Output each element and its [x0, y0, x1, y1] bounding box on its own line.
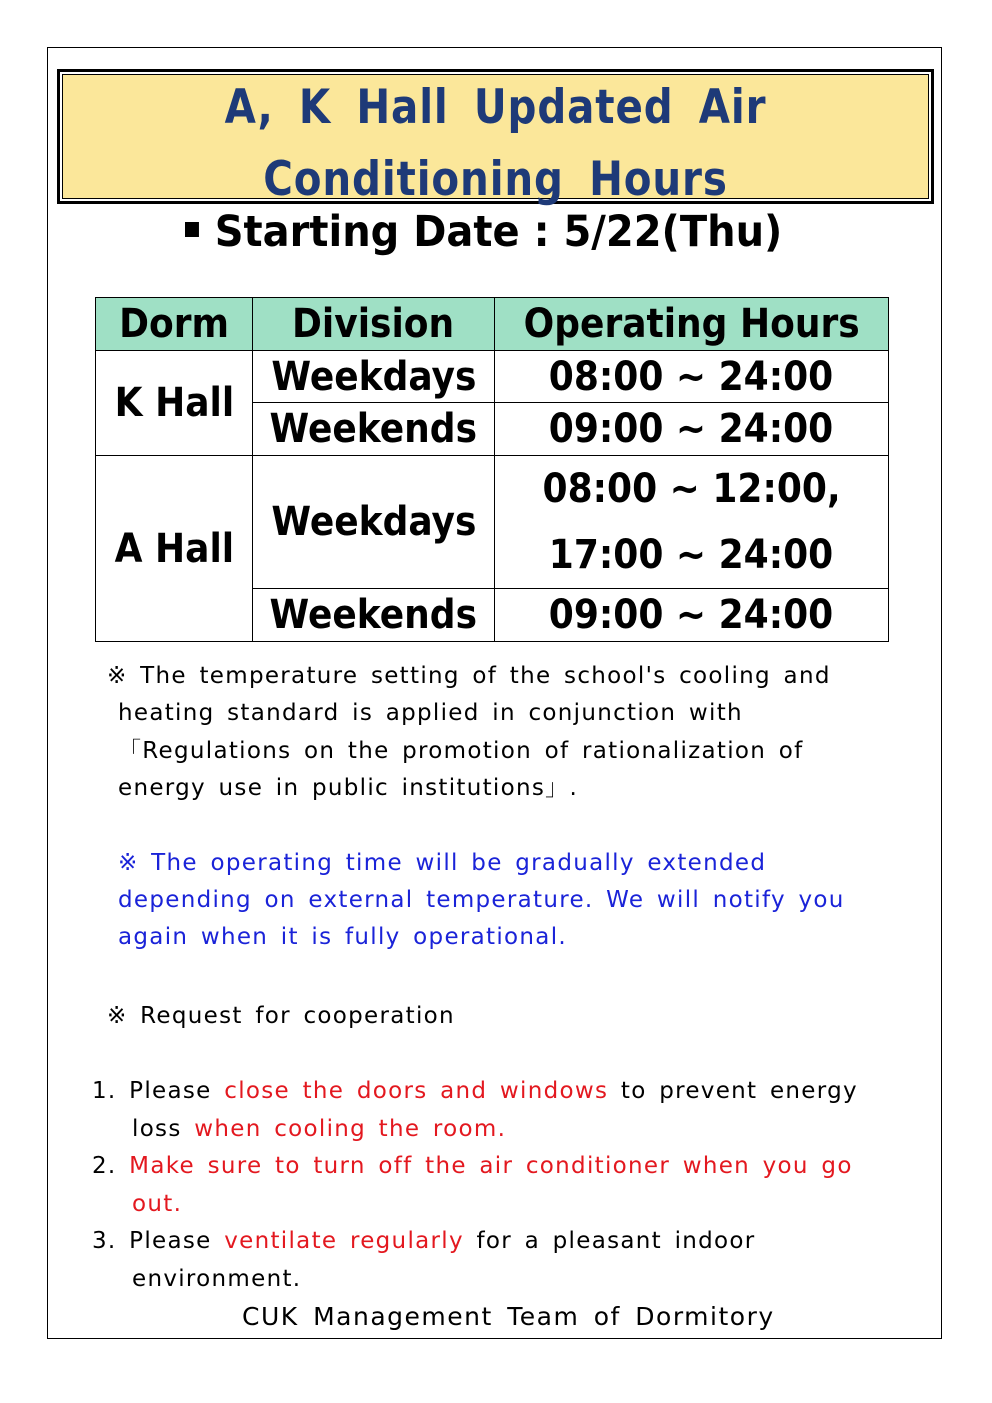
request-heading: ※ Request for cooperation [107, 1003, 455, 1029]
list-item: 2. Make sure to turn off the air conditioner when you go out. [92, 1153, 853, 1217]
division-cell: Weekdays [253, 351, 495, 403]
hours-cell: 08:00 ~ 12:00, 17:00 ~ 24:00 [495, 456, 889, 589]
operating-hours-table [95, 297, 889, 642]
division-cell: Weekends [253, 403, 495, 456]
hours-cell: 08:00 ~ 24:00 [495, 351, 889, 403]
note-temperature-line-1: ※ The temperature setting of the school's cooling and [107, 663, 831, 689]
dorm-k-hall: K Hall [96, 351, 253, 456]
table-row [96, 456, 889, 589]
list-item: 1. Please close the doors and windows to prevent energy loss when cooling the room. [92, 1078, 858, 1142]
table-row [96, 351, 889, 403]
square-bullet-icon [185, 222, 199, 237]
division-cell: Weekends [253, 589, 495, 642]
list-item: 3. Please ventilate regularly for a pleasant indoor environment. [92, 1228, 756, 1292]
dorm-a-hall: A Hall [96, 456, 253, 642]
table-header-row [96, 298, 889, 351]
title-banner [57, 69, 934, 207]
note-operating-time-line-2: depending on external temperature. We will notify you [118, 887, 845, 913]
header-dorm: Dorm [96, 298, 253, 351]
page-title: A, K Hall Updated Air Conditioning Hours [224, 80, 767, 207]
note-temperature-line-3: 「Regulations on the promotion of rationalization of [118, 738, 804, 764]
hours-cell: 09:00 ~ 24:00 [495, 589, 889, 642]
note-temperature-line-4: energy use in public institutions」. [118, 775, 579, 801]
header-operating-hours: Operating Hours [495, 298, 889, 351]
footer-signature: CUK Management Team of Dormitory [242, 1302, 775, 1331]
header-division: Division [253, 298, 495, 351]
division-cell: Weekdays [253, 456, 495, 589]
note-temperature-line-2: heating standard is applied in conjunction with [118, 700, 743, 726]
note-operating-time-line-3: again when it is fully operational. [118, 924, 567, 950]
starting-date-text: Starting Date : 5/22(Thu) [214, 207, 783, 257]
note-operating-time-line-1: ※ The operating time will be gradually extended [118, 850, 767, 876]
hours-cell: 09:00 ~ 24:00 [495, 403, 889, 456]
starting-date-line [185, 204, 782, 260]
